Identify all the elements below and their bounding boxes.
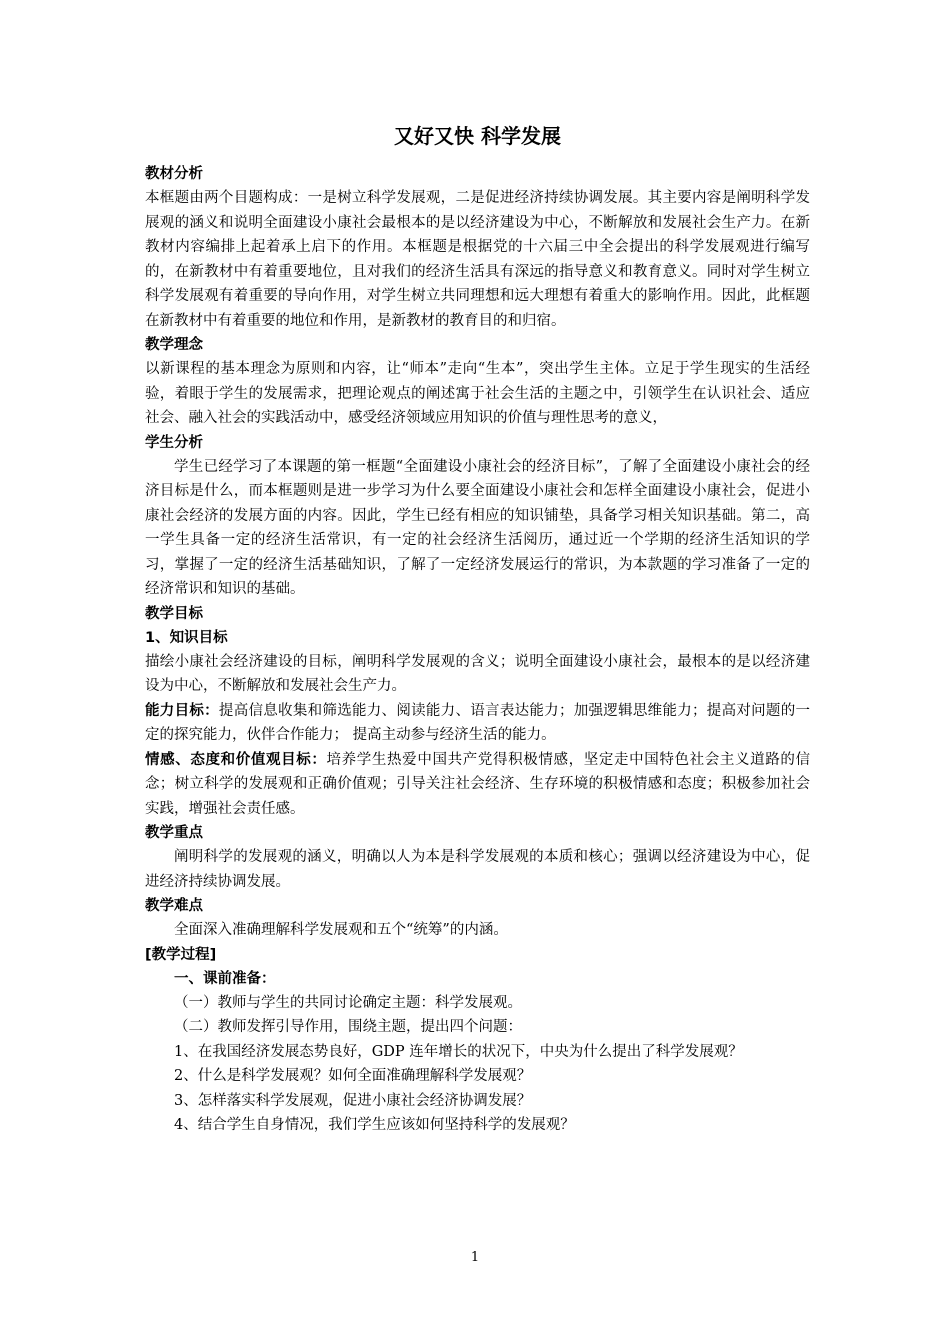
ability-goal-text: 提高信息收集和筛选能力、阅读能力、语言表达能力；加强逻辑思维能力；提高对问题的一定的探究能力，伙伴合作能力； 提高主动参与经济生活的能力。 (145, 702, 810, 743)
ability-goal (145, 699, 810, 748)
material-text: 本框题由两个目题构成：一是树立科学发展观，二是促进经济持续协调发展。其主要内容是阐明科学发展观的涵义和说明全面建设小康社会最根本的是以经济建设为中心，不断解放和发展社会生产力。在新教材内容编排上起着承上启下的作用。本框题是根据党的十六届三中全会提出的科学发展观进行编写的，在新教材中有着重要地位，且对我们的经济生活具有深远的指导意义和教育意义。同时对学生树立科学发展观有着重要的导向作用，对学生树立共同理想和远大理想有着重大的影响作用。因此，此框题在新教材中有着重要的地位和作用，是新教材的教育目的和归宿。 (145, 190, 810, 329)
knowledge-goal-text: 描绘小康社会经济建设的目标，阐明科学发展观的含义；说明全面建设小康社会，最根本的是以经济建设为中心，不断解放和发展社会生产力。 (145, 653, 810, 694)
emotion-goal-text: 培养学生热爱中国共产党得积极情感，坚定走中国特色社会主义道路的信念；树立科学的发展观和正确价值观；引导关注社会经济、生存环境的积极情感和态度；积极参加社会实践，增强社会责任感。 (145, 751, 811, 817)
process-item: （二）教师发挥引导作用，围绕主题，提出四个问题： (174, 1019, 522, 1035)
process-item: 1、在我国经济发展态势良好，GDP 连年增长的状况下，中央为什么提出了科学发展观？ (174, 1043, 743, 1060)
process-sub-heading: 一、课前准备： (174, 970, 276, 987)
ability-goal-label: 能力目标： (145, 702, 219, 719)
key-text: 阐明科学的发展观的涵义，明确以人为本是科学发展观的本质和核心；强调以经济建设为中心，促进经济持续协调发展。 (145, 849, 810, 890)
knowledge-goal-heading: 1、知识目标 (145, 629, 228, 646)
section-heading-material: 教材分析 (145, 166, 203, 182)
section-heading-key: 教学重点 (145, 825, 203, 841)
students-text: 学生已经学习了本课题的第一框题“全面建设小康社会的经济目标”，了解了全面建设小康社会的经济目标是什么，而本框题则是进一步学习为什么要全面建设小康社会和怎样全面建设小康社会，促进小康社会经济的发展方面的内容。因此，学生已经有相应的知识铺垫，具备学习相关知识基础。第二，高一学生具备一定的经济生活常识，有一定的社会经济生活阅历，通过近一个学期的经济生活知识的学习，掌握了一定的经济生活基础知识，了解了一定经济发展运行的常识，为本款题的学习准备了一定的经济常识和知识的基础。 (145, 458, 810, 597)
process-item: 2、什么是科学发展观？如何全面准确理解科学发展观？ (174, 1068, 532, 1084)
page-title: 又好又快 科学发展 (394, 124, 561, 148)
concept-text: 以新课程的基本理念为原则和内容，让“师本”走向“生本”，突出学生主体。立足于学生现实的生活经验，着眼于学生的发展需求，把理论观点的阐述寓于社会生活的主题之中，引领学生在认识社会、适应社会、融入社会的实践活动中，感受经济领域应用知识的价值与理性思考的意义， (145, 361, 810, 426)
emotion-goal (145, 748, 810, 822)
page-number: 1 (470, 1250, 480, 1265)
section-heading-process: [教学过程] (145, 946, 217, 963)
process-item: 3、怎样落实科学发展观，促进小康社会经济协调发展？ (174, 1092, 532, 1109)
process-item: （一）教师与学生的共同讨论确定主题：科学发展观。 (174, 994, 522, 1011)
section-heading-difficulty: 教学难点 (145, 898, 203, 914)
difficulty-text: 全面深入准确理解科学发展观和五个“统筹”的内涵。 (174, 922, 508, 938)
document-body (145, 118, 810, 1138)
section-heading-students: 学生分析 (145, 434, 203, 451)
emotion-goal-label: 情感、态度和价值观目标： (145, 751, 327, 768)
section-heading-goals: 教学目标 (145, 605, 203, 622)
process-item: 4、结合学生自身情况，我们学生应该如何坚持科学的发展观？ (174, 1117, 575, 1133)
section-heading-concept: 教学理念 (145, 337, 203, 353)
